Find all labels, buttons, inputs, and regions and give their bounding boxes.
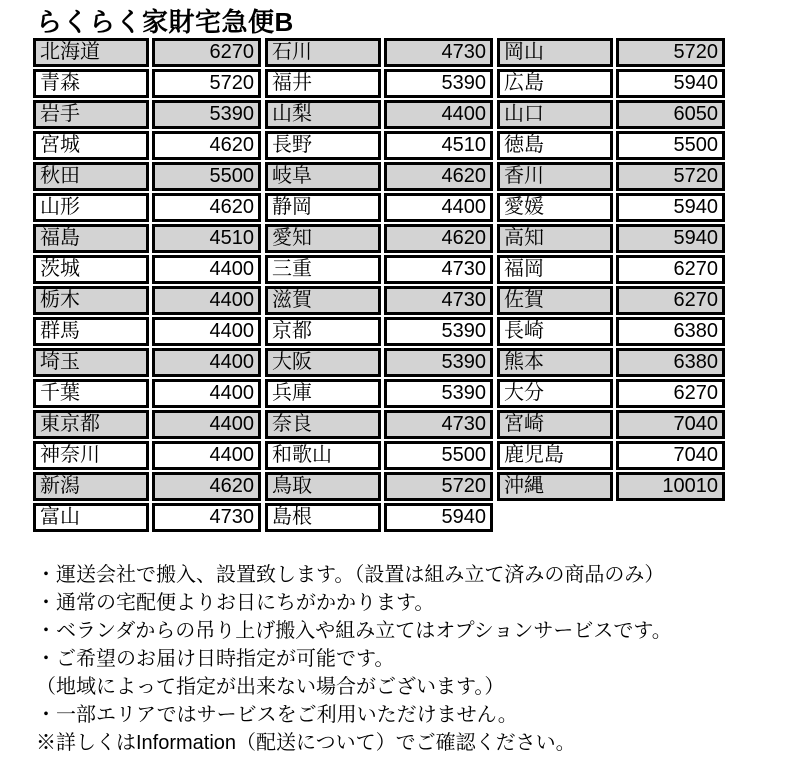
prefecture-name-cell: 茨城 (33, 255, 149, 284)
fee-row (497, 224, 725, 253)
prefecture-name-cell: 兵庫 (265, 379, 381, 408)
prefecture-name-cell: 鹿児島 (497, 441, 613, 470)
prefecture-name-cell: 北海道 (33, 38, 149, 67)
price-cell: 6270 (616, 286, 725, 315)
prefecture-name-cell: 埼玉 (33, 348, 149, 377)
prefecture-name-cell: 静岡 (265, 193, 381, 222)
fee-row (265, 348, 493, 377)
fee-table-column-3 (497, 38, 725, 534)
prefecture-name-cell: 千葉 (33, 379, 149, 408)
fee-row (33, 472, 261, 501)
price-cell: 5500 (384, 441, 493, 470)
fee-row (265, 503, 493, 532)
prefecture-name-cell: 高知 (497, 224, 613, 253)
fee-row (497, 410, 725, 439)
note-line: ・ご希望のお届け日時指定が可能です。 (36, 648, 395, 670)
fee-row (265, 131, 493, 160)
fee-row (33, 162, 261, 191)
price-cell: 5390 (384, 379, 493, 408)
fee-row (265, 472, 493, 501)
fee-row (265, 162, 493, 191)
fee-row (265, 317, 493, 346)
price-cell: 4400 (152, 410, 261, 439)
price-cell: 4400 (152, 441, 261, 470)
fee-row (33, 255, 261, 284)
prefecture-name-cell: 福井 (265, 69, 381, 98)
price-cell: 5500 (616, 131, 725, 160)
price-cell: 4400 (384, 193, 493, 222)
prefecture-name-cell: 栃木 (33, 286, 149, 315)
prefecture-name-cell: 熊本 (497, 348, 613, 377)
fee-row (497, 379, 725, 408)
fee-row (265, 379, 493, 408)
fee-row (497, 348, 725, 377)
prefecture-name-cell: 岡山 (497, 38, 613, 67)
note-line: （地域によって指定が出来ない場合がございます。） (36, 676, 505, 698)
price-cell: 5940 (384, 503, 493, 532)
fee-row (497, 441, 725, 470)
fee-row (497, 69, 725, 98)
prefecture-name-cell: 青森 (33, 69, 149, 98)
prefecture-name-cell: 神奈川 (33, 441, 149, 470)
prefecture-name-cell: 岐阜 (265, 162, 381, 191)
price-cell: 5720 (616, 162, 725, 191)
price-cell: 5500 (152, 162, 261, 191)
prefecture-name-cell: 富山 (33, 503, 149, 532)
prefecture-name-cell: 秋田 (33, 162, 149, 191)
price-cell: 4730 (384, 410, 493, 439)
fee-row (265, 410, 493, 439)
fee-row (33, 69, 261, 98)
fee-row (265, 69, 493, 98)
price-cell: 4730 (384, 286, 493, 315)
prefecture-name-cell: 宮崎 (497, 410, 613, 439)
price-cell: 4620 (152, 472, 261, 501)
fee-row (497, 162, 725, 191)
price-cell: 4400 (152, 379, 261, 408)
price-cell: 5940 (616, 224, 725, 253)
prefecture-name-cell: 沖縄 (497, 472, 613, 501)
fee-row (33, 379, 261, 408)
fee-row (33, 317, 261, 346)
fee-row (265, 38, 493, 67)
price-cell: 4730 (384, 38, 493, 67)
fee-row (265, 286, 493, 315)
price-cell: 5720 (616, 38, 725, 67)
price-cell: 6270 (616, 379, 725, 408)
price-cell: 4400 (152, 348, 261, 377)
fee-row (265, 193, 493, 222)
fee-row (497, 317, 725, 346)
prefecture-name-cell: 京都 (265, 317, 381, 346)
price-cell: 6270 (616, 255, 725, 284)
price-cell: 5940 (616, 193, 725, 222)
prefecture-name-cell: 奈良 (265, 410, 381, 439)
fee-table-column-1 (33, 38, 261, 534)
fee-row (265, 255, 493, 284)
price-cell: 5720 (152, 69, 261, 98)
price-cell: 6380 (616, 317, 725, 346)
fee-table-column-2 (265, 38, 493, 534)
fee-row (33, 224, 261, 253)
prefecture-name-cell: 山形 (33, 193, 149, 222)
prefecture-name-cell: 石川 (265, 38, 381, 67)
fee-row (497, 100, 725, 129)
price-cell: 4400 (152, 286, 261, 315)
fee-row (33, 100, 261, 129)
price-cell: 4400 (152, 255, 261, 284)
prefecture-name-cell: 岩手 (33, 100, 149, 129)
prefecture-name-cell: 福島 (33, 224, 149, 253)
fee-row (33, 38, 261, 67)
prefecture-name-cell: 群馬 (33, 317, 149, 346)
price-cell: 6050 (616, 100, 725, 129)
price-cell: 4510 (152, 224, 261, 253)
price-cell: 7040 (616, 441, 725, 470)
prefecture-name-cell: 島根 (265, 503, 381, 532)
prefecture-name-cell: 宮城 (33, 131, 149, 160)
fee-row (33, 503, 261, 532)
page-title: らくらく家財宅急便B (36, 7, 294, 37)
price-cell: 4620 (152, 131, 261, 160)
price-cell: 6270 (152, 38, 261, 67)
fee-row (33, 348, 261, 377)
fee-row (265, 441, 493, 470)
price-cell: 4620 (384, 162, 493, 191)
note-line: ・ベランダからの吊り上げ搬入や組み立てはオプションサービスです。 (36, 620, 672, 642)
fee-row (33, 410, 261, 439)
price-cell: 4400 (384, 100, 493, 129)
price-cell: 5390 (384, 317, 493, 346)
prefecture-name-cell: 鳥取 (265, 472, 381, 501)
price-cell: 4510 (384, 131, 493, 160)
fee-row (497, 38, 725, 67)
price-cell: 5390 (384, 348, 493, 377)
prefecture-name-cell: 福岡 (497, 255, 613, 284)
prefecture-name-cell: 長崎 (497, 317, 613, 346)
prefecture-name-cell: 三重 (265, 255, 381, 284)
prefecture-name-cell: 香川 (497, 162, 613, 191)
fee-table (33, 38, 729, 534)
prefecture-name-cell: 滋賀 (265, 286, 381, 315)
price-cell: 4620 (152, 193, 261, 222)
note-line: ・一部エリアではサービスをご利用いただけません。 (36, 704, 518, 726)
prefecture-name-cell: 愛知 (265, 224, 381, 253)
fee-row (33, 131, 261, 160)
price-cell: 5390 (152, 100, 261, 129)
fee-row (265, 100, 493, 129)
price-cell: 5720 (384, 472, 493, 501)
service-notes (36, 561, 672, 757)
price-cell: 4620 (384, 224, 493, 253)
prefecture-name-cell: 山口 (497, 100, 613, 129)
note-line: ・運送会社で搬入、設置致します。（設置は組み立て済みの商品のみ） (36, 564, 665, 586)
fee-row (497, 131, 725, 160)
price-cell: 5390 (384, 69, 493, 98)
fee-row (497, 193, 725, 222)
fee-row (497, 255, 725, 284)
prefecture-name-cell: 愛媛 (497, 193, 613, 222)
prefecture-name-cell: 大分 (497, 379, 613, 408)
fee-row (265, 224, 493, 253)
price-cell: 4730 (152, 503, 261, 532)
fee-row (497, 472, 725, 501)
fee-row (33, 286, 261, 315)
prefecture-name-cell: 和歌山 (265, 441, 381, 470)
note-line: ※詳しくはInformation（配送について）でご確認ください。 (36, 732, 576, 754)
prefecture-name-cell: 佐賀 (497, 286, 613, 315)
price-cell: 6380 (616, 348, 725, 377)
prefecture-name-cell: 東京都 (33, 410, 149, 439)
fee-row (33, 193, 261, 222)
prefecture-name-cell: 新潟 (33, 472, 149, 501)
price-cell: 7040 (616, 410, 725, 439)
price-cell: 10010 (616, 472, 725, 501)
prefecture-name-cell: 徳島 (497, 131, 613, 160)
note-line: ・通常の宅配便よりお日にちがかかります。 (36, 592, 435, 614)
fee-row (497, 286, 725, 315)
prefecture-name-cell: 大阪 (265, 348, 381, 377)
prefecture-name-cell: 山梨 (265, 100, 381, 129)
price-cell: 5940 (616, 69, 725, 98)
price-cell: 4730 (384, 255, 493, 284)
prefecture-name-cell: 広島 (497, 69, 613, 98)
prefecture-name-cell: 長野 (265, 131, 381, 160)
price-cell: 4400 (152, 317, 261, 346)
fee-row (33, 441, 261, 470)
